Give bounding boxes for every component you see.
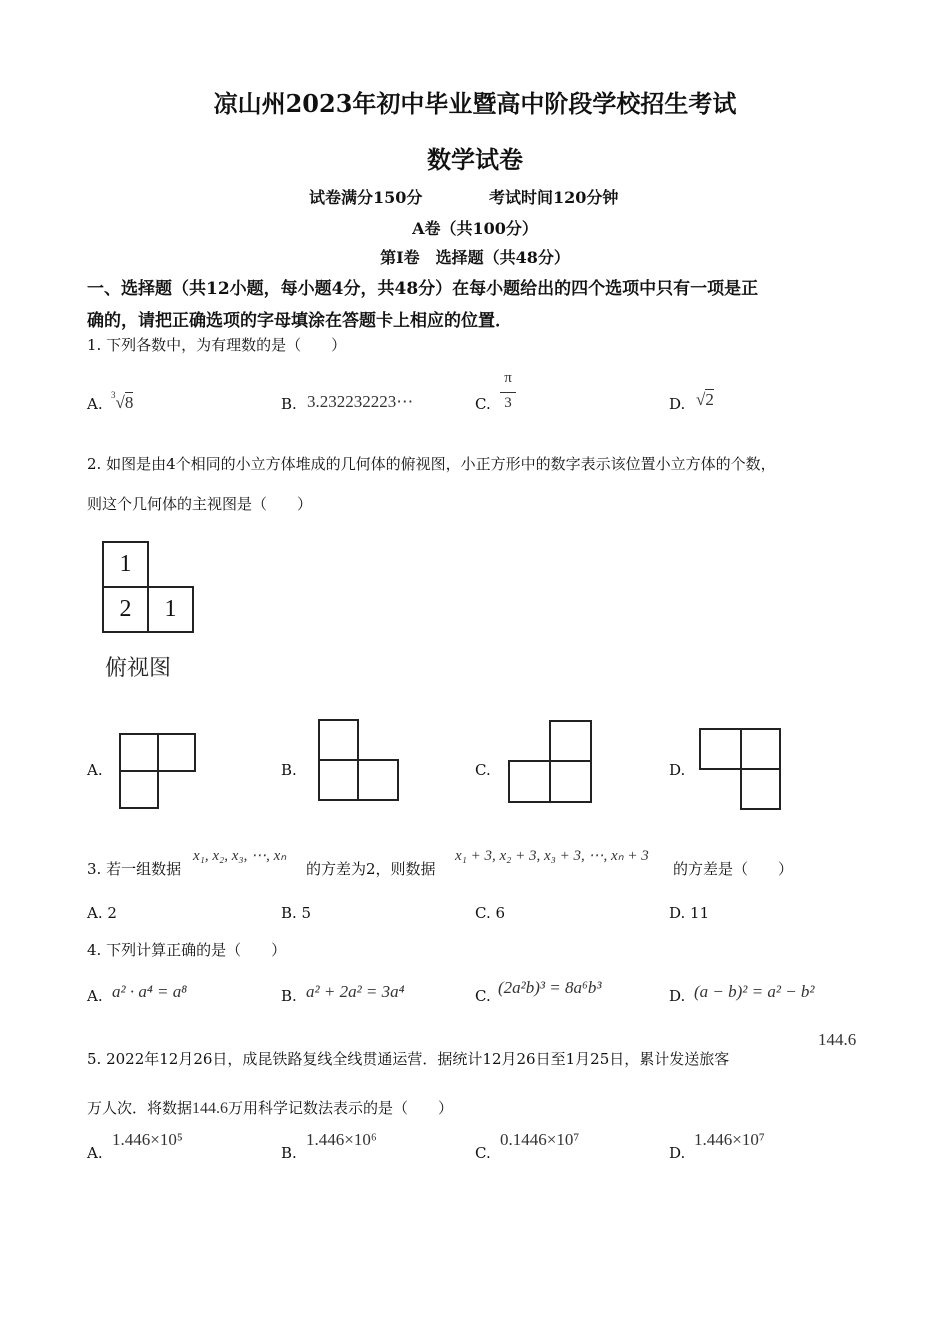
q4-option-b-label: B. <box>281 987 297 1005</box>
q5-option-d-expr: 1.446×10⁷ <box>694 1130 765 1149</box>
q5-option-c-expr: 0.1446×10⁷ <box>500 1130 580 1149</box>
radicand: 8 <box>124 393 134 412</box>
top-view-cell: 1 <box>147 586 194 633</box>
exam-subtitle: 数学试卷 <box>427 145 523 174</box>
q5-line2-number: 144.6 <box>192 1100 229 1117</box>
q5-option-c-label: C. <box>475 1144 491 1162</box>
front-view-cell <box>318 719 359 761</box>
q4-option-b-expr: a² + 2a² = 3a⁴ <box>306 982 405 1001</box>
q5-line2-a <box>87 1097 453 1118</box>
q5-line2-text: 万人次．将数据 <box>87 1099 193 1117</box>
front-view-cell <box>119 770 159 809</box>
q4-option-d-expr: (a − b)² = a² − b² <box>694 982 815 1001</box>
radicand: 2 <box>705 390 714 409</box>
front-view-cell <box>318 759 359 801</box>
front-view-cell <box>357 759 399 801</box>
q5-line1: 5. 2022年12月26日，成昆铁路复线全线贯通运营．据统计12月26日至1月25日，累计发送旅客 <box>87 1050 730 1068</box>
section1-line2: 确的，请把正确选项的字母填涂在答题卡上相应的位置． <box>87 311 512 331</box>
q1-option-c-label: C. <box>475 395 491 413</box>
q1-option-b-value: 3.232232223⋯ <box>307 392 414 411</box>
top-view-caption: 俯视图 <box>105 656 172 681</box>
top-view-cell: 2 <box>102 586 149 633</box>
q1-option-b-label: B. <box>281 395 297 413</box>
q5-option-a-expr: 1.446×10⁵ <box>112 1130 183 1149</box>
q1-option-d-value <box>696 390 714 410</box>
paper-a-heading: A卷（共100分） <box>412 219 538 238</box>
q3-option-b: B. 5 <box>281 904 312 922</box>
q2-option-a-label: A. <box>87 761 103 779</box>
q4-option-c-label: C. <box>475 987 491 1005</box>
q3-prefix: 3. 若一组数据 <box>87 860 182 878</box>
q5-option-b-label: B. <box>281 1144 297 1162</box>
q2-option-b-label: B. <box>281 761 297 779</box>
q1-option-c-numerator: π <box>504 370 512 386</box>
front-view-cell <box>549 720 592 762</box>
q2-option-c-label: C. <box>475 761 491 779</box>
q1-option-c-denominator: 3 <box>504 395 512 411</box>
q3-data1: x₁, x₂, x₃, ⋯, xₙ <box>193 848 287 864</box>
top-view-cell: 1 <box>102 541 149 588</box>
q2-option-d-label: D. <box>669 761 686 779</box>
part1-heading: 第Ⅰ卷 选择题（共48分） <box>380 248 570 267</box>
root-index: 3 <box>111 390 116 400</box>
time-info: 考试时间120分钟 <box>489 188 619 207</box>
exam-title: 凉山州2023年初中毕业暨高中阶段学校招生考试 <box>213 89 737 118</box>
q4-option-a-expr: a² · a⁴ = a⁸ <box>112 982 188 1001</box>
q1-stem: 1. 下列各数中，为有理数的是（ ） <box>87 336 347 354</box>
q3-suffix: 的方差是（ ） <box>673 860 794 878</box>
q5-number-right: 144.6 <box>818 1030 857 1049</box>
q1-option-d-label: D. <box>669 395 686 413</box>
radical-icon: √ <box>115 393 125 412</box>
q2-line2: 则这个几何体的主视图是（ ） <box>87 495 313 513</box>
q3-option-c: C. 6 <box>475 904 506 922</box>
front-view-cell <box>740 768 781 810</box>
front-view-cell <box>119 733 159 772</box>
section1-line1: 一、选择题（共12小题，每小题4分，共48分）在每小题给出的四个选项中只有一项是正 <box>87 279 759 299</box>
front-view-cell <box>740 728 781 770</box>
q1-option-a-label: A. <box>87 395 103 413</box>
q3-mid: 的方差为2，则数据 <box>306 860 436 878</box>
front-view-cell <box>157 733 196 772</box>
radical-icon: √ <box>696 390 706 409</box>
q4-option-a-label: A. <box>87 987 103 1005</box>
score-info: 试卷满分150分 <box>309 188 423 207</box>
q5-line2-text: 万用科学记数法表示的是（ ） <box>228 1099 454 1117</box>
q5-option-b-expr: 1.446×10⁶ <box>306 1130 377 1149</box>
q3-option-a: A. 2 <box>87 904 117 922</box>
front-view-cell <box>508 760 551 803</box>
q4-stem: 4. 下列计算正确的是（ ） <box>87 941 287 959</box>
front-view-cell <box>699 728 742 770</box>
q4-option-c-expr: (2a²b)³ = 8a⁶b³ <box>498 978 602 997</box>
q4-option-d-label: D. <box>669 987 686 1005</box>
q1-option-a-value <box>111 390 133 413</box>
q5-option-a-label: A. <box>87 1144 103 1162</box>
q3-option-d: D. 11 <box>669 904 710 922</box>
q3-data2: x₁ + 3, x₂ + 3, x₃ + 3, ⋯, xₙ + 3 <box>455 848 649 864</box>
q5-option-d-label: D. <box>669 1144 686 1162</box>
front-view-cell <box>549 760 592 803</box>
fraction-bar <box>500 392 516 393</box>
q2-line1: 2. 如图是由4个相同的小立方体堆成的几何体的俯视图，小正方形中的数字表示该位置小立方体的个数， <box>87 455 776 473</box>
